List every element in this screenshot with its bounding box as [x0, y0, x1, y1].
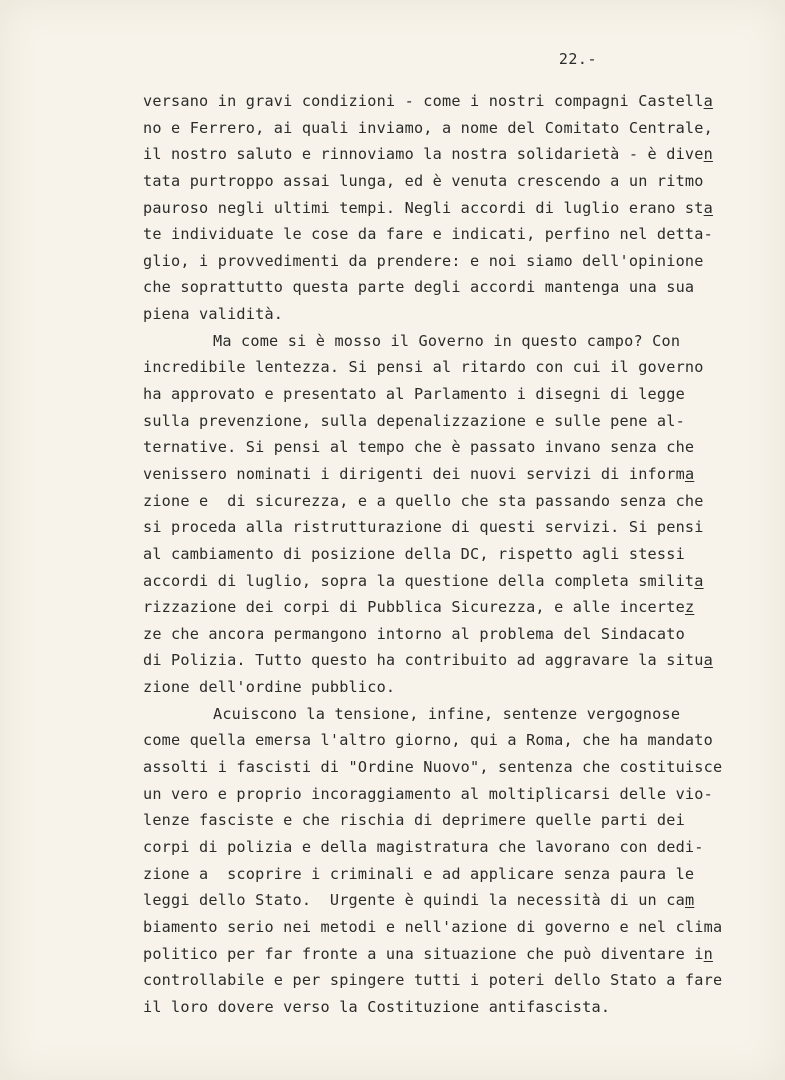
- line-text: lenze fasciste e che rischia di deprimere quelle parti dei: [143, 811, 685, 830]
- text-line: [143, 434, 763, 461]
- text-line: [143, 115, 763, 142]
- line-break-syllable: a: [703, 651, 713, 670]
- line-break-syllable: a: [684, 464, 695, 483]
- line-text: ternative. Si pensi al tempo che è passato invano senza che: [143, 438, 695, 457]
- line-text: pauroso negli ultimi tempi. Negli accordi di luglio erano st: [143, 198, 704, 217]
- line-text: ha approvato e presentato al Parlamento i disegni di legge: [143, 385, 685, 404]
- line-break-syllable: a: [703, 92, 713, 110]
- line-break-syllable: a: [694, 571, 704, 590]
- line-text: versano in gravi condizioni - come i nostri compagni Castell: [143, 92, 704, 110]
- text-line: [143, 248, 763, 275]
- text-line: [143, 381, 763, 408]
- text-line: [143, 594, 763, 621]
- line-text: tata purtroppo assai lunga, ed è venuta crescendo a un ritmo: [143, 171, 704, 190]
- text-line: [143, 994, 763, 1021]
- body-text: [143, 88, 763, 1020]
- text-line: [143, 408, 763, 435]
- line-text: Acuiscono la tensione, infine, sentenze vergognose: [213, 704, 681, 723]
- text-line: [143, 727, 763, 754]
- line-text: un vero e proprio incoraggiamento al moltiplicarsi delle vio-: [143, 784, 713, 803]
- line-text: che soprattutto questa parte degli accordi mantenga una sua: [143, 278, 695, 297]
- text-line: [143, 647, 763, 674]
- text-line: [143, 514, 763, 541]
- line-text: Ma come si è mosso il Governo in questo campo? Con: [213, 331, 681, 350]
- text-line: [143, 301, 763, 328]
- line-text: di Polizia. Tutto questo ha contribuito ad aggravare la situ: [143, 651, 704, 670]
- line-text: accordi di luglio, sopra la questione della completa smilit: [143, 571, 695, 590]
- line-text: leggi dello Stato. Urgente è quindi la necessità di un ca: [143, 891, 685, 910]
- line-break-syllable: m: [684, 891, 695, 910]
- text-line: [143, 195, 763, 222]
- line-text: si proceda alla ristrutturazione di questi servizi. Si pensi: [143, 518, 704, 537]
- line-text: il nostro saluto e rinnoviamo la nostra solidarietà - è dive: [143, 145, 704, 164]
- text-line: [143, 781, 763, 808]
- page-number: 22.-: [558, 50, 597, 68]
- line-text: zione a scoprire i criminali e ad applicare senza paura le: [143, 864, 695, 883]
- text-line: [143, 488, 763, 515]
- text-line: [143, 701, 763, 728]
- text-line: [143, 541, 763, 568]
- line-break-syllable: z: [684, 598, 695, 617]
- text-line: [143, 168, 763, 195]
- line-break-syllable: n: [703, 944, 713, 963]
- line-text: come quella emersa l'altro giorno, qui a Roma, che ha mandato: [143, 731, 713, 750]
- line-text: venissero nominati i dirigenti dei nuovi servizi di inform: [143, 464, 685, 483]
- line-break-syllable: a: [703, 198, 713, 217]
- text-line: [143, 461, 763, 488]
- text-line: [143, 274, 763, 301]
- text-line: [143, 807, 763, 834]
- line-text: il loro dovere verso la Costituzione antifascista.: [143, 997, 611, 1016]
- text-line: [143, 141, 763, 168]
- line-text: politico per far fronte a una situazione che può diventare i: [143, 944, 704, 963]
- text-line: [143, 328, 763, 355]
- line-text: zione e di sicurezza, e a quello che sta passando senza che: [143, 491, 704, 510]
- line-text: piena validità.: [143, 305, 284, 324]
- text-line: [143, 621, 763, 648]
- text-line: [143, 834, 763, 861]
- line-text: glio, i provvedimenti da prendere: e noi siamo dell'opinione: [143, 251, 704, 270]
- text-line: [143, 967, 763, 994]
- text-line: [143, 674, 763, 701]
- line-text: ze che ancora permangono intorno al problema del Sindacato: [143, 624, 685, 643]
- line-text: controllabile e per spingere tutti i poteri dello Stato a fare: [143, 971, 723, 990]
- text-line: [143, 754, 763, 781]
- text-line: [143, 887, 763, 914]
- line-text: biamento serio nei metodi e nell'azione di governo e nel clima: [143, 917, 723, 936]
- line-text: sulla prevenzione, sulla depenalizzazione e sulle pene al-: [143, 411, 685, 430]
- text-line: [143, 861, 763, 888]
- line-text: al cambiamento di posizione della DC, rispetto agli stessi: [143, 544, 685, 563]
- text-line: [143, 568, 763, 595]
- text-line: [143, 88, 763, 115]
- text-line: [143, 941, 763, 968]
- line-text: te individuate le cose da fare e indicati, perfino nel detta-: [143, 225, 713, 244]
- line-text: corpi di polizia e della magistratura che lavorano con dedi-: [143, 837, 704, 856]
- line-text: zione dell'ordine pubblico.: [143, 678, 396, 697]
- text-line: [143, 914, 763, 941]
- line-break-syllable: n: [703, 145, 713, 164]
- text-line: [143, 354, 763, 381]
- text-line: [143, 221, 763, 248]
- line-text: no e Ferrero, ai quali inviamo, a nome del Comitato Centrale,: [143, 118, 713, 137]
- line-text: incredibile lentezza. Si pensi al ritardo con cui il governo: [143, 358, 704, 377]
- line-text: assolti i fascisti di "Ordine Nuovo", sentenza che costituisce: [143, 758, 723, 777]
- line-text: rizzazione dei corpi di Pubblica Sicurezza, e alle incerte: [143, 598, 685, 617]
